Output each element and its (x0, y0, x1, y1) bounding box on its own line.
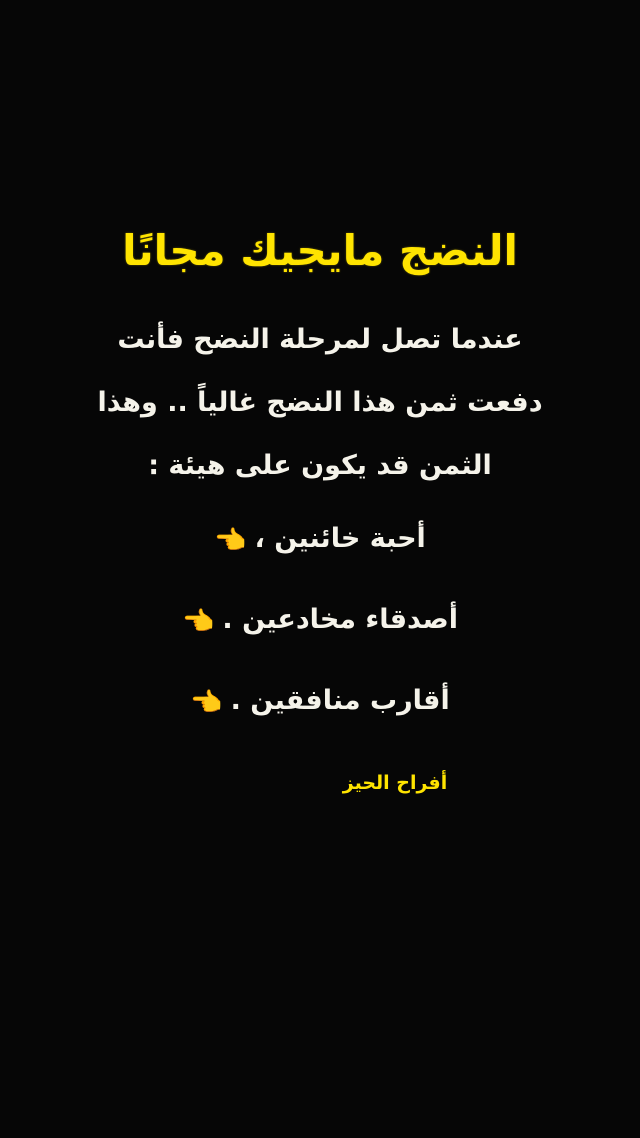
list-item-text-3: أقارب منافقين . (230, 684, 450, 716)
pointing-hand-icon: 👈 (182, 606, 215, 637)
poster-title: النضج مايجيك مجانًا (122, 226, 518, 275)
body-line-1: عندما تصل لمرحلة النضح فأنت (117, 323, 523, 355)
body-line-2: دفعت ثمن هذا النضج غالياً .. وهذا (97, 386, 543, 418)
pointing-hand-icon: 👈 (214, 525, 247, 556)
body-line-3: الثمن قد يكون على هيئة : (148, 449, 492, 481)
author-signature: أفراح الحيز (342, 771, 448, 794)
pointing-hand-icon: 👈 (190, 687, 223, 718)
list-item (60, 684, 580, 718)
list-item-text-1: أحبة خائنين ، (254, 522, 426, 554)
poster-list (60, 522, 580, 768)
list-item (60, 603, 580, 637)
list-item-text-2: أصدقاء مخادعين . (222, 603, 458, 635)
poster-body (60, 323, 580, 515)
list-item (60, 522, 580, 556)
